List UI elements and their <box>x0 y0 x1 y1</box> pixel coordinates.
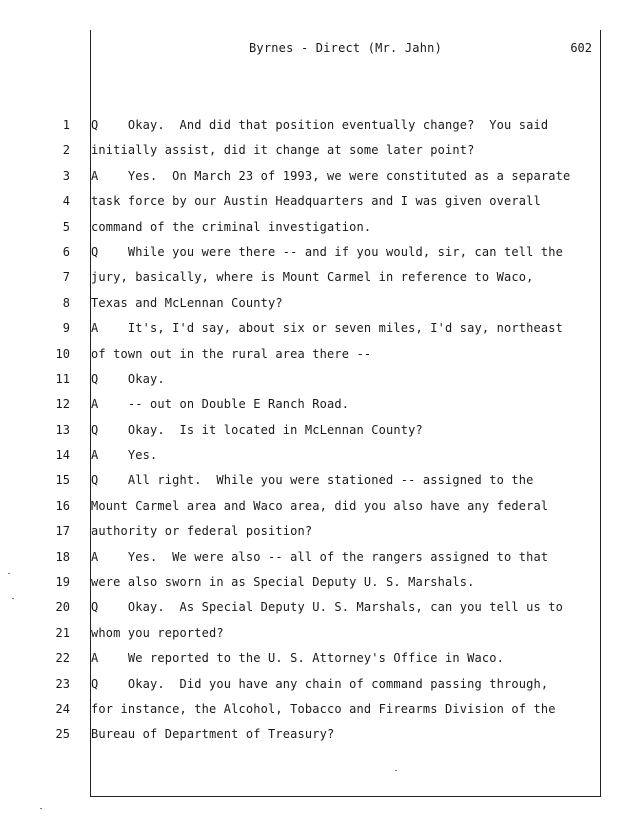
transcript-line <box>0 725 638 750</box>
line-text: A Yes. <box>91 448 158 463</box>
line-text: were also sworn in as Special Deputy U. S. Marshals. <box>91 575 475 590</box>
transcript-line <box>0 675 638 700</box>
line-number: 22 <box>55 651 70 666</box>
transcript-line <box>0 395 638 420</box>
transcript-line <box>0 421 638 446</box>
line-number: 12 <box>55 397 70 412</box>
transcript-line <box>0 319 638 344</box>
line-text: Q Okay. As Special Deputy U. S. Marshals, can you tell us to <box>91 600 563 615</box>
transcript-line <box>0 497 638 522</box>
line-number: 24 <box>55 701 70 716</box>
line-number: 11 <box>55 371 70 386</box>
transcript-line <box>0 345 638 370</box>
line-number: 23 <box>55 676 70 691</box>
line-number: 13 <box>55 422 70 437</box>
transcript-line <box>0 471 638 496</box>
transcript-line <box>0 370 638 395</box>
line-text: whom you reported? <box>91 625 224 640</box>
transcript-line <box>0 649 638 674</box>
line-number: 21 <box>55 625 70 640</box>
line-number: 4 <box>62 194 70 209</box>
line-number: 16 <box>55 498 70 513</box>
line-text: A We reported to the U. S. Attorney's Office in Waco. <box>91 651 504 666</box>
line-text: jury, basically, where is Mount Carmel in reference to Waco, <box>91 270 534 285</box>
transcript-lines <box>0 116 638 751</box>
line-number: 9 <box>62 321 70 336</box>
line-number: 7 <box>62 270 70 285</box>
line-number: 25 <box>55 727 70 742</box>
page-number: 602 <box>570 41 592 55</box>
scan-speck <box>40 808 42 809</box>
transcript-line <box>0 624 638 649</box>
line-text: task force by our Austin Headquarters and I was given overall <box>91 194 541 209</box>
line-text: Q Okay. Did you have any chain of command passing through, <box>91 676 549 691</box>
line-text: of town out in the rural area there -- <box>91 346 372 361</box>
transcript-line <box>0 141 638 166</box>
line-text: initially assist, did it change at some later point? <box>91 143 475 158</box>
line-text: A -- out on Double E Ranch Road. <box>91 397 350 412</box>
transcript-line <box>0 268 638 293</box>
transcript-line <box>0 116 638 141</box>
transcript-line <box>0 598 638 623</box>
line-number: 14 <box>55 448 70 463</box>
line-text: Q Okay. Is it located in McLennan County? <box>91 422 423 437</box>
transcript-line <box>0 548 638 573</box>
transcript-line <box>0 700 638 725</box>
line-text: A It's, I'd say, about six or seven miles, I'd say, northeast <box>91 321 563 336</box>
line-number: 6 <box>62 244 70 259</box>
line-number: 20 <box>55 600 70 615</box>
line-number: 18 <box>55 549 70 564</box>
line-number: 1 <box>62 118 70 132</box>
transcript-line <box>0 522 638 547</box>
line-text: command of the criminal investigation. <box>91 219 372 234</box>
line-text: Q Okay. And did that position eventually change? You said <box>91 118 549 132</box>
transcript-line <box>0 167 638 192</box>
transcript-line <box>0 573 638 598</box>
line-text: Bureau of Department of Treasury? <box>91 727 335 742</box>
line-text: A Yes. We were also -- all of the rangers assigned to that <box>91 549 549 564</box>
line-text: Mount Carmel area and Waco area, did you also have any federal <box>91 498 549 513</box>
transcript-line <box>0 192 638 217</box>
line-number: 10 <box>55 346 70 361</box>
line-text: Q Okay. <box>91 371 165 386</box>
transcript-line <box>0 243 638 268</box>
scan-speck <box>8 573 10 574</box>
line-text: A Yes. On March 23 of 1993, we were constituted as a separate <box>91 168 571 183</box>
line-number: 5 <box>62 219 70 234</box>
line-number: 8 <box>62 295 70 310</box>
line-number: 19 <box>55 575 70 590</box>
line-text: Texas and McLennan County? <box>91 295 283 310</box>
transcript-line <box>0 294 638 319</box>
line-text: Q While you were there -- and if you would, sir, can tell the <box>91 244 563 259</box>
line-number: 3 <box>62 168 70 183</box>
page-header-title: Byrnes - Direct (Mr. Jahn) <box>248 41 443 55</box>
transcript-line <box>0 218 638 243</box>
scan-speck <box>12 598 14 599</box>
line-text: Q All right. While you were stationed -- assigned to the <box>91 473 534 488</box>
line-number: 17 <box>55 524 70 539</box>
scan-speck <box>395 770 397 771</box>
line-text: authority or federal position? <box>91 524 313 539</box>
transcript-line <box>0 446 638 471</box>
line-number: 15 <box>55 473 70 488</box>
line-text: for instance, the Alcohol, Tobacco and Firearms Division of the <box>91 701 556 716</box>
line-number: 2 <box>62 143 70 158</box>
